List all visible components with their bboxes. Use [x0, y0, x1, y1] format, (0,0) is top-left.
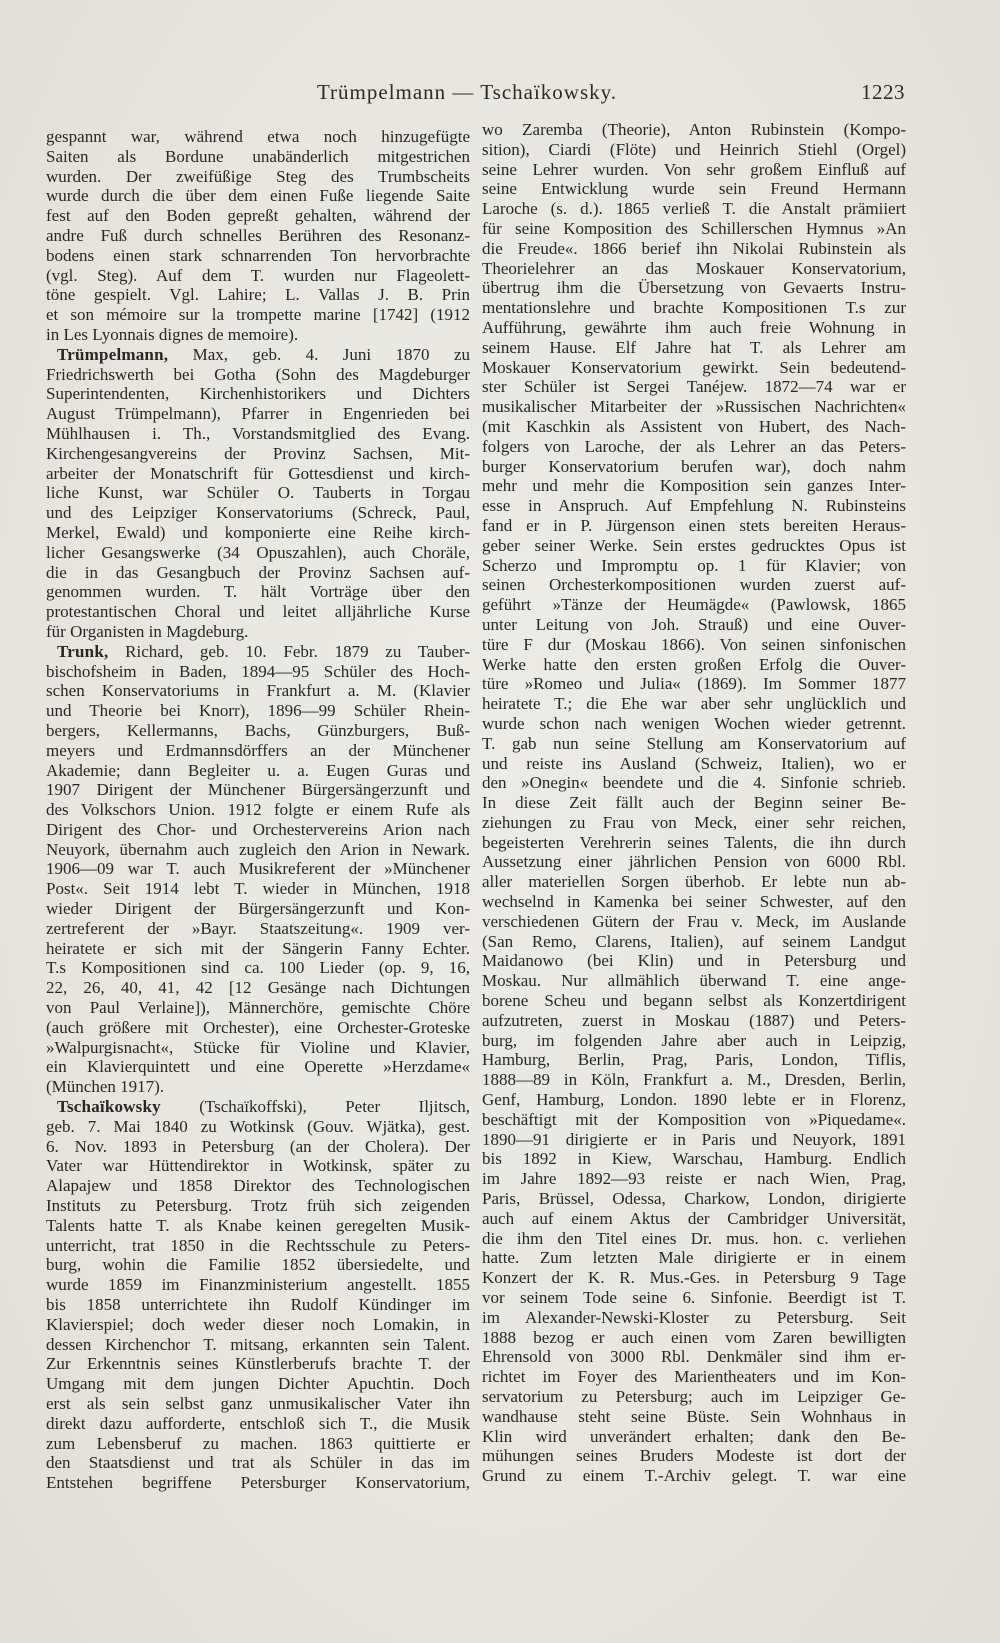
text-line: Entstehen begriffene Petersburger Konservatorium, [46, 1473, 470, 1493]
text-line: esse in Anspruch. Auf Empfehlung N. Rubinsteins [482, 496, 906, 516]
text-line: heiratete er sich mit der Sängerin Fanny Echter. [46, 938, 470, 958]
text-line: beschäftigt mit der Komposition von »Piquedame«. [482, 1109, 906, 1129]
text-line: Konzert der K. R. Mus.-Ges. in Petersburg 9 Tage [482, 1268, 906, 1288]
entry-paragraph [46, 642, 470, 1097]
text-line: Moskau. Nur allmählich überwand T. eine ange- [482, 971, 906, 991]
text-line: seinen Orchesterkompositionen wurden zuerst auf- [482, 575, 906, 595]
text-line: aller materiellen Sorgen überhob. Er lebte nun ab- [482, 872, 906, 892]
text-line: Hamburg, Berlin, Prag, Paris, London, Tiflis, [482, 1050, 906, 1070]
text-line: von Paul Verlaine]), Männerchöre, gemischte Chöre [46, 998, 470, 1018]
text-line: Talents hatte T. als Knabe keinen geregelten Musik- [46, 1215, 470, 1235]
text-line: türe »Romeo und Julia« (1869). Im Sommer 1877 [482, 674, 906, 694]
text-line: zertreferent der »Bayr. Staatszeitung«. 1909 ver- [46, 918, 470, 938]
text-line: und Theorie bei Knorr), 1896—99 Schüler Rhein- [46, 701, 470, 721]
text-line: Akademie; dann Begleiter u. a. Eugen Guras und [46, 760, 470, 780]
text-line: Grund zu einem T.-Archiv gelegt. T. war eine [482, 1466, 906, 1486]
text-line: für Organisten in Magdeburg. [46, 621, 249, 641]
running-title: Trümpelmann — Tschaïkowsky. [316, 80, 618, 104]
text-line: folgers von Laroche, der als Lehrer an das Peters- [482, 436, 906, 456]
text-column-right [482, 120, 906, 1486]
text-line: andre Fuß durch schnelles Berühren des Resonanz- [46, 225, 470, 245]
text-line: dessen Kirchenchor T. mitsang, erkannten sein Talent. [46, 1334, 470, 1354]
text-line: T. gab nun seine Stellung am Konservatorium auf [482, 733, 906, 753]
text-line: ein Klavierquintett und eine Operette »Herzdame« [46, 1057, 470, 1077]
text-line: Mühlhausen i. Th., Vorstandsmitglied des Evang. [46, 423, 470, 443]
text-line: heiratete T.; die Ehe war aber sehr unglücklich und [482, 694, 906, 714]
text-line: borene Scheu und begann selbst als Konzertdirigent [482, 991, 906, 1011]
text-line: fest auf den Boden gepreßt gehalten, während der [46, 206, 470, 226]
text-line: vor seinem Tode seine 6. Sinfonie. Beerdigt ist T. [482, 1288, 906, 1308]
text-line: ziehungen zu Frau von Meck, einer sehr reichen, [482, 812, 906, 832]
text-line: (mit Kaschkin als Assistent von Hubert, des Nach- [482, 416, 906, 436]
text-line: ster Schüler ist Sergei Tanéjew. 1872—74 war er [482, 377, 906, 397]
entry-paragraph [46, 345, 470, 642]
text-line: Alapajew und 1858 Direktor des Technologischen [46, 1176, 470, 1196]
text-line: des Volkschors Union. 1912 folgte er einem Rufe als [46, 800, 470, 820]
text-line: Neuyork, übernahm auch zugleich den Arion in Newark. [46, 839, 470, 859]
text-line: 1888 bezog er auch einen vom Zaren bewilligten [482, 1327, 906, 1347]
text-line: (vgl. Steg). Auf dem T. wurden nur Flageolett- [46, 265, 470, 285]
text-line: gespannt war, während etwa noch hinzugefügte [46, 127, 470, 146]
text-line: 1890—91 dirigierte er in Paris und Neuyork, 1891 [482, 1129, 906, 1149]
text-line: Superintendenten, Kirchenhistorikers und Dichters [46, 384, 470, 404]
text-line: bergers, Kellermanns, Bachs, Günzburgers, Buß- [46, 720, 470, 740]
text-line: schen Konservatoriums in Frankfurt a. M. (Klavier [46, 681, 470, 701]
text-line: unter Leitung von Joh. Strauß) und eine Ouver- [482, 614, 906, 634]
text-line: »Walpurgisnacht«, Stücke für Violine und Klavier, [46, 1037, 470, 1057]
text-line: bis 1858 unterrichtete ihn Rudolf Kündinger im [46, 1295, 470, 1315]
text-line: wieder Dirigent der Bürgersängerzunft und Kon- [46, 899, 470, 919]
text-line: wandhause steht seine Büste. Sein Wohnhaus in [482, 1406, 906, 1426]
text-line: im Alexander-Newski-Kloster zu Petersburg. Seit [482, 1307, 906, 1327]
text-line: (auch größere mit Orchester), eine Orchester-Groteske [46, 1017, 470, 1037]
text-line: geber seiner Werke. Sein erstes gedrucktes Opus ist [482, 535, 906, 555]
text-line: burger Konservatorium berufen war), doch nahm [482, 456, 906, 476]
text-line: Vater war Hüttendirektor in Wotkinsk, später zu [46, 1156, 470, 1176]
text-line: seine Entwicklung wurde sein Freund Hermann [482, 179, 906, 199]
text-line: Aufführung, gewährte ihm auch freie Wohnung in [482, 317, 906, 337]
text-line: 1906—09 war T. auch Musikreferent der »Münchener [46, 859, 470, 879]
text-line: wechselnd in Kamenka bei seiner Schwester, auf den [482, 892, 906, 912]
text-line: fand er in P. Jürgenson einen stets bereiten Heraus- [482, 515, 906, 535]
text-line: die ihm den Titel eines Dr. mus. hon. c. verliehen [482, 1228, 906, 1248]
text-line: August Trümpelmann), Pfarrer in Engenrieden bei [46, 404, 470, 424]
text-line: protestantischen Choral und leitet alljährliche Kurse [46, 602, 470, 622]
text-line: verschiedenen Gütern der Frau v. Meck, im Auslande [482, 911, 906, 931]
text-line: die Freude«. 1866 berief ihn Nikolai Rubinstein als [482, 238, 906, 258]
entry-paragraph [46, 1097, 470, 1493]
text-line: im Jahre 1892—93 reiste er nach Wien, Prag, [482, 1169, 906, 1189]
text-line: licher Gesangswerke (34 Opuszahlen), auch Choräle, [46, 542, 470, 562]
text-line: Scherzo und Impromptu op. 1 für Klavier; von [482, 555, 906, 575]
text-line: Umgang mit dem jungen Dichter Apuchtin. Doch [46, 1374, 470, 1394]
text-line: mentationslehre und brachte Kompositionen T.s zur [482, 298, 906, 318]
text-line: geb. 7. Mai 1840 zu Wotkinsk (Gouv. Wjätka), gest. [46, 1116, 470, 1136]
text-line: Instituts zu Petersburg. Trotz früh sich zeigenden [46, 1196, 470, 1216]
text-line: servatorium zu Petersburg; auch im Leipziger Ge- [482, 1387, 906, 1406]
headword-line-text: Richard, geb. 10. Febr. 1879 zu Tauber- [125, 641, 471, 661]
text-line: die in das Gesangbuch der Provinz Sachsen auf- [46, 562, 470, 582]
text-line: den Staatsdienst und trat als Schüler in das im [46, 1453, 470, 1473]
text-line: seinem Hause. Elf Jahre hat T. als Lehrer am [482, 337, 906, 357]
text-line: Theorielehrer an das Moskauer Konservatorium, [482, 258, 906, 278]
text-column-left [46, 127, 470, 1493]
text-line: bischofsheim in Baden, 1894—95 Schüler des Hoch- [46, 661, 470, 681]
text-line: burg, im folgenden Jahre aber auch in Leipzig, [482, 1030, 906, 1050]
text-line: bis 1892 in Kiew, Warschau, Hamburg. Endlich [482, 1149, 906, 1169]
text-line: hatte. Zum letzten Male dirigierte er in einem [482, 1248, 906, 1268]
text-line: Paris, Brüssel, Odessa, Charkow, London, dirigierte [482, 1189, 906, 1209]
text-line: türe F dur (Moskau 1866). Von seinen sinfonischen [482, 634, 906, 654]
text-line: Dirigent des Chor- und Orchestervereins Arion nach [46, 819, 470, 839]
text-line: und des Leipziger Konservatoriums (Schreck, Paul, [46, 503, 470, 523]
headword-line-text: (Tschaïkoffski), Peter Iljitsch, [199, 1097, 470, 1117]
text-line: aufzutreten, zuerst in Moskau (1887) und Peters- [482, 1010, 906, 1030]
text-line [46, 345, 470, 365]
text-line: Merkel, Ewald) und komponierte eine Reihe kirch- [46, 522, 470, 542]
text-line: et son mémoire sur la trompette marine [1742] (1912 [46, 305, 470, 325]
headword: Trümpelmann, [57, 344, 169, 364]
text-line: auch auf einem Aktus der Cambridger Universität, [482, 1208, 906, 1228]
text-line: zum Lebensberuf zu machen. 1863 quittierte er [46, 1433, 470, 1453]
text-line: begeisterten Verehrerin seines Talents, die ihn durch [482, 832, 906, 852]
text-line: Laroche (s. d.). 1865 verließ T. die Anstalt prämiiert [482, 199, 906, 219]
text-line: In diese Zeit fällt auch der Beginn seiner Be- [482, 793, 906, 813]
text-line: Ehrensold von 3000 Rbl. Denkmäler sind ihm er- [482, 1347, 906, 1367]
text-line: Kirchengesangvereins der Provinz Sachsen, Mit- [46, 443, 470, 463]
text-line: geführt »Tänze der Heumägde« (Pawlowsk, 1865 [482, 595, 906, 615]
text-line: richtet im Foyer des Marientheaters und im Kon- [482, 1367, 906, 1387]
text-line: wurde durch die über dem einen Fuße liegende Saite [46, 186, 470, 206]
text-line [46, 1097, 470, 1117]
text-line: übertrug ihm die Übersetzung von Gevaerts Instru- [482, 278, 906, 298]
text-line: unterricht, trat 1850 in die Rechtsschule zu Peters- [46, 1235, 470, 1255]
text-line: T.s Kompositionen sind ca. 100 Lieder (op. 9, 16, [46, 958, 470, 978]
text-line: wurde 1859 im Finanzministerium angestellt. 1855 [46, 1275, 470, 1295]
text-line: den »Onegin« beendete und die 4. Sinfonie schrieb. [482, 773, 906, 793]
text-line: mehr und mehr die Komposition sein ganzes Inter- [482, 476, 906, 496]
text-line: erst als sein selbst ganz unmusikalischer Vater ihn [46, 1394, 470, 1413]
text-line: (San Remo, Clarens, Italien), auf seinem Landgut [482, 931, 906, 951]
text-line: 22, 26, 40, 41, 42 [12 Gesänge nach Dichtungen [46, 978, 470, 998]
text-line: direkt dazu aufforderte, entschloß sich T., die Musik [46, 1413, 470, 1433]
text-line: (München 1917). [46, 1077, 165, 1097]
text-line: sition), Ciardi (Flöte) und Heinrich Stiehl (Orgel) [482, 139, 906, 159]
text-line: meyers und Erdmannsdörffers an der Münchener [46, 740, 470, 760]
continued-paragraph [46, 127, 470, 345]
page-number: 1223 [861, 80, 905, 104]
text-line: Aussetzung einer jährlichen Pension von 6000 Rbl. [482, 852, 906, 872]
text-line: bodens einen stark schnarrenden Ton hervorbrachte [46, 245, 470, 265]
text-line: Friedrichswerth bei Gotha (Sohn des Magdeburger [46, 364, 470, 384]
text-line: in Les Lyonnais dignes de memoire). [46, 324, 299, 344]
text-line: für seine Komposition des Schillerschen Hymnus »An [482, 218, 906, 238]
headword: Tschaïkowsky [57, 1097, 161, 1117]
text-line: töne gespielt. Vgl. Lahire; L. Vallas J. B. Prin [46, 285, 470, 305]
text-line: Klavierspiel; doch weder dieser noch Lomakin, in [46, 1314, 470, 1334]
text-line: 6. Nov. 1893 in Petersburg (an der Cholera). Der [46, 1136, 470, 1156]
text-line [46, 642, 470, 662]
text-line: 1888—89 in Köln, Frankfurt a. M., Dresden, Berlin, [482, 1070, 906, 1090]
text-line: burg, wohin die Familie 1852 übersiedelte, und [46, 1255, 470, 1275]
text-line: genommen wurden. T. hält Vorträge über den [46, 582, 470, 602]
text-line: musikalischer Mitarbeiter der »Russischen Nachrichten« [482, 397, 906, 417]
text-line: liche Kunst, war Schüler O. Tauberts in Torgau [46, 483, 470, 503]
text-line: seine Lehrer wurden. Von sehr großem Einfluß auf [482, 159, 906, 179]
headword: Trunk, [57, 641, 109, 661]
text-line: mühungen seines Bruders Modeste ist dort der [482, 1446, 906, 1466]
text-line: Klin wird unverändert erhalten; dank den Be- [482, 1426, 906, 1446]
headword-line-text: Max, geb. 4. Juni 1870 zu [192, 344, 471, 364]
text-line: wurden. Der zweifüßige Steg des Trumbscheits [46, 166, 470, 186]
continued-paragraph [482, 120, 906, 1486]
text-line: wurde schon nach wenigen Wochen wieder getrennt. [482, 713, 906, 733]
text-line: Werke hatte den ersten großen Erfolg die Ouver- [482, 654, 906, 674]
text-line: Post«. Seit 1914 lebt T. wieder in München, 1918 [46, 879, 470, 899]
text-line: Genf, Hamburg, London. 1890 lebte er in Florenz, [482, 1090, 906, 1110]
text-line: Maidanowo (bei Klin) und in Petersburg und [482, 951, 906, 971]
text-line: und reiste ins Ausland (Schweiz, Italien), wo er [482, 753, 906, 773]
text-line: wo Zaremba (Theorie), Anton Rubinstein (Kompo- [482, 120, 906, 139]
text-line: 1907 Dirigent der Münchener Bürgersängerzunft und [46, 780, 470, 800]
text-line: Saiten als Bordune unabänderlich mitgestrichen [46, 146, 470, 166]
text-line: arbeiter der Monatschrift für Gottesdienst und kirch- [46, 463, 470, 483]
text-line: Zur Erkenntnis seines Künstlerberufs brachte T. der [46, 1354, 470, 1374]
text-line: Moskauer Konservatorium gewirkt. Sein bedeutend- [482, 357, 906, 377]
